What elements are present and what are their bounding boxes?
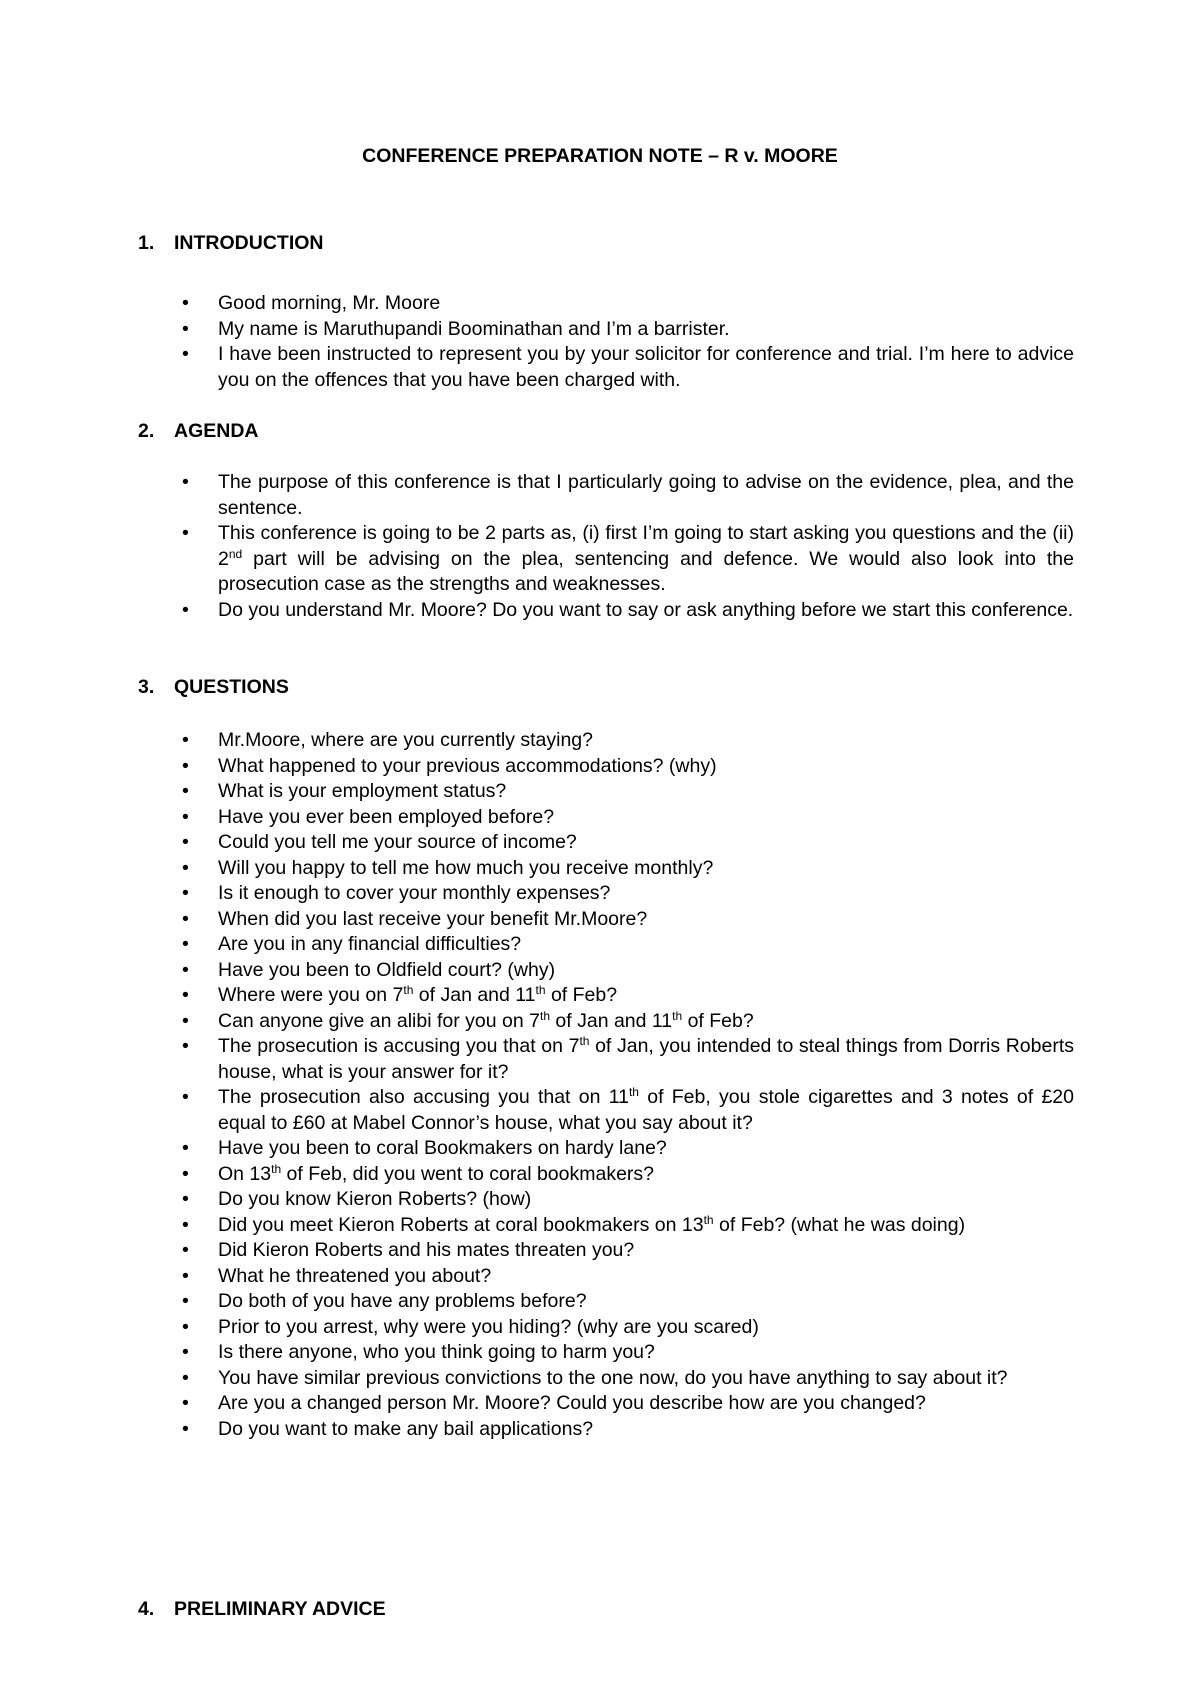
section-number: 2.	[138, 420, 155, 442]
section-title: PRELIMINARY ADVICE	[174, 1598, 386, 1620]
list-item: • Will you happy to tell me how much you receive monthly?	[182, 856, 1074, 882]
list-item: • On 13th of Feb, did you went to coral bookmakers?	[182, 1162, 1074, 1188]
section-number: 1.	[138, 232, 155, 254]
list-item: • Have you been to coral Bookmakers on hardy lane?	[182, 1136, 1074, 1162]
list-item: • What happened to your previous accommodations? (why)	[182, 754, 1074, 780]
list-item: • Did you meet Kieron Roberts at coral bookmakers on 13th of Feb? (what he was doing)	[182, 1213, 1074, 1239]
list-item: • Could you tell me your source of income?	[182, 830, 1074, 856]
section-heading-introduction	[138, 232, 324, 255]
list-item: • Are you in any financial difficulties?	[182, 932, 1074, 958]
list-item: • Good morning, Mr. Moore	[182, 291, 1074, 317]
section-number: 3.	[138, 676, 155, 698]
section-title: INTRODUCTION	[174, 232, 324, 254]
list-item: • Mr.Moore, where are you currently staying?	[182, 728, 1074, 754]
list-item: • The purpose of this conference is that I particularly going to advise on the evidence, plea, and the sentence.	[182, 470, 1074, 521]
list-item: • The prosecution also accusing you that on 11th of Feb, you stole cigarettes and 3 notes of £20 equal to £60 at Mabel Connor’s house, what you say about it?	[182, 1085, 1074, 1136]
list-item: • You have similar previous convictions to the one now, do you have anything to say about it?	[182, 1366, 1074, 1392]
list-item: • This conference is going to be 2 parts as, (i) first I’m going to start asking you questions and the (ii) 2nd part will be advising on the plea, sentencing and defence. We would also look into the prosecution case as the strengths and weaknesses.	[182, 521, 1074, 598]
list-item: • Do both of you have any problems before?	[182, 1289, 1074, 1315]
introduction-list	[182, 291, 1074, 393]
list-item: • Where were you on 7th of Jan and 11th of Feb?	[182, 983, 1074, 1009]
list-item: • Did Kieron Roberts and his mates threaten you?	[182, 1238, 1074, 1264]
list-item: • Do you understand Mr. Moore? Do you want to say or ask anything before we start this conference.	[182, 598, 1074, 624]
list-item: • Do you know Kieron Roberts? (how)	[182, 1187, 1074, 1213]
section-heading-questions	[138, 676, 289, 699]
list-item: • Can anyone give an alibi for you on 7th of Jan and 11th of Feb?	[182, 1009, 1074, 1035]
list-item: • Have you ever been employed before?	[182, 805, 1074, 831]
section-heading-agenda	[138, 420, 259, 443]
list-item: • Prior to you arrest, why were you hiding? (why are you scared)	[182, 1315, 1074, 1341]
section-number: 4.	[138, 1598, 155, 1620]
section-heading-preliminary-advice	[138, 1598, 386, 1621]
page-title: CONFERENCE PREPARATION NOTE – R v. MOORE	[362, 145, 838, 167]
section-title: AGENDA	[174, 420, 259, 442]
list-item: • I have been instructed to represent you by your solicitor for conference and trial. I’m here to advice you on the offences that you have been charged with.	[182, 342, 1074, 393]
list-item: • What he threatened you about?	[182, 1264, 1074, 1290]
list-item: • Is there anyone, who you think going to harm you?	[182, 1340, 1074, 1366]
list-item: • The prosecution is accusing you that on 7th of Jan, you intended to steal things from Dorris Roberts house, what is your answer for it?	[182, 1034, 1074, 1085]
list-item: • My name is Maruthupandi Boominathan and I’m a barrister.	[182, 317, 1074, 343]
list-item: • Do you want to make any bail applications?	[182, 1417, 1074, 1443]
list-item: • What is your employment status?	[182, 779, 1074, 805]
list-item: • When did you last receive your benefit Mr.Moore?	[182, 907, 1074, 933]
list-item: • Are you a changed person Mr. Moore? Could you describe how are you changed?	[182, 1391, 1074, 1417]
agenda-list	[182, 470, 1074, 623]
questions-list	[182, 728, 1074, 1442]
list-item: • Is it enough to cover your monthly expenses?	[182, 881, 1074, 907]
list-item: • Have you been to Oldfield court? (why)	[182, 958, 1074, 984]
section-title: QUESTIONS	[174, 676, 289, 698]
